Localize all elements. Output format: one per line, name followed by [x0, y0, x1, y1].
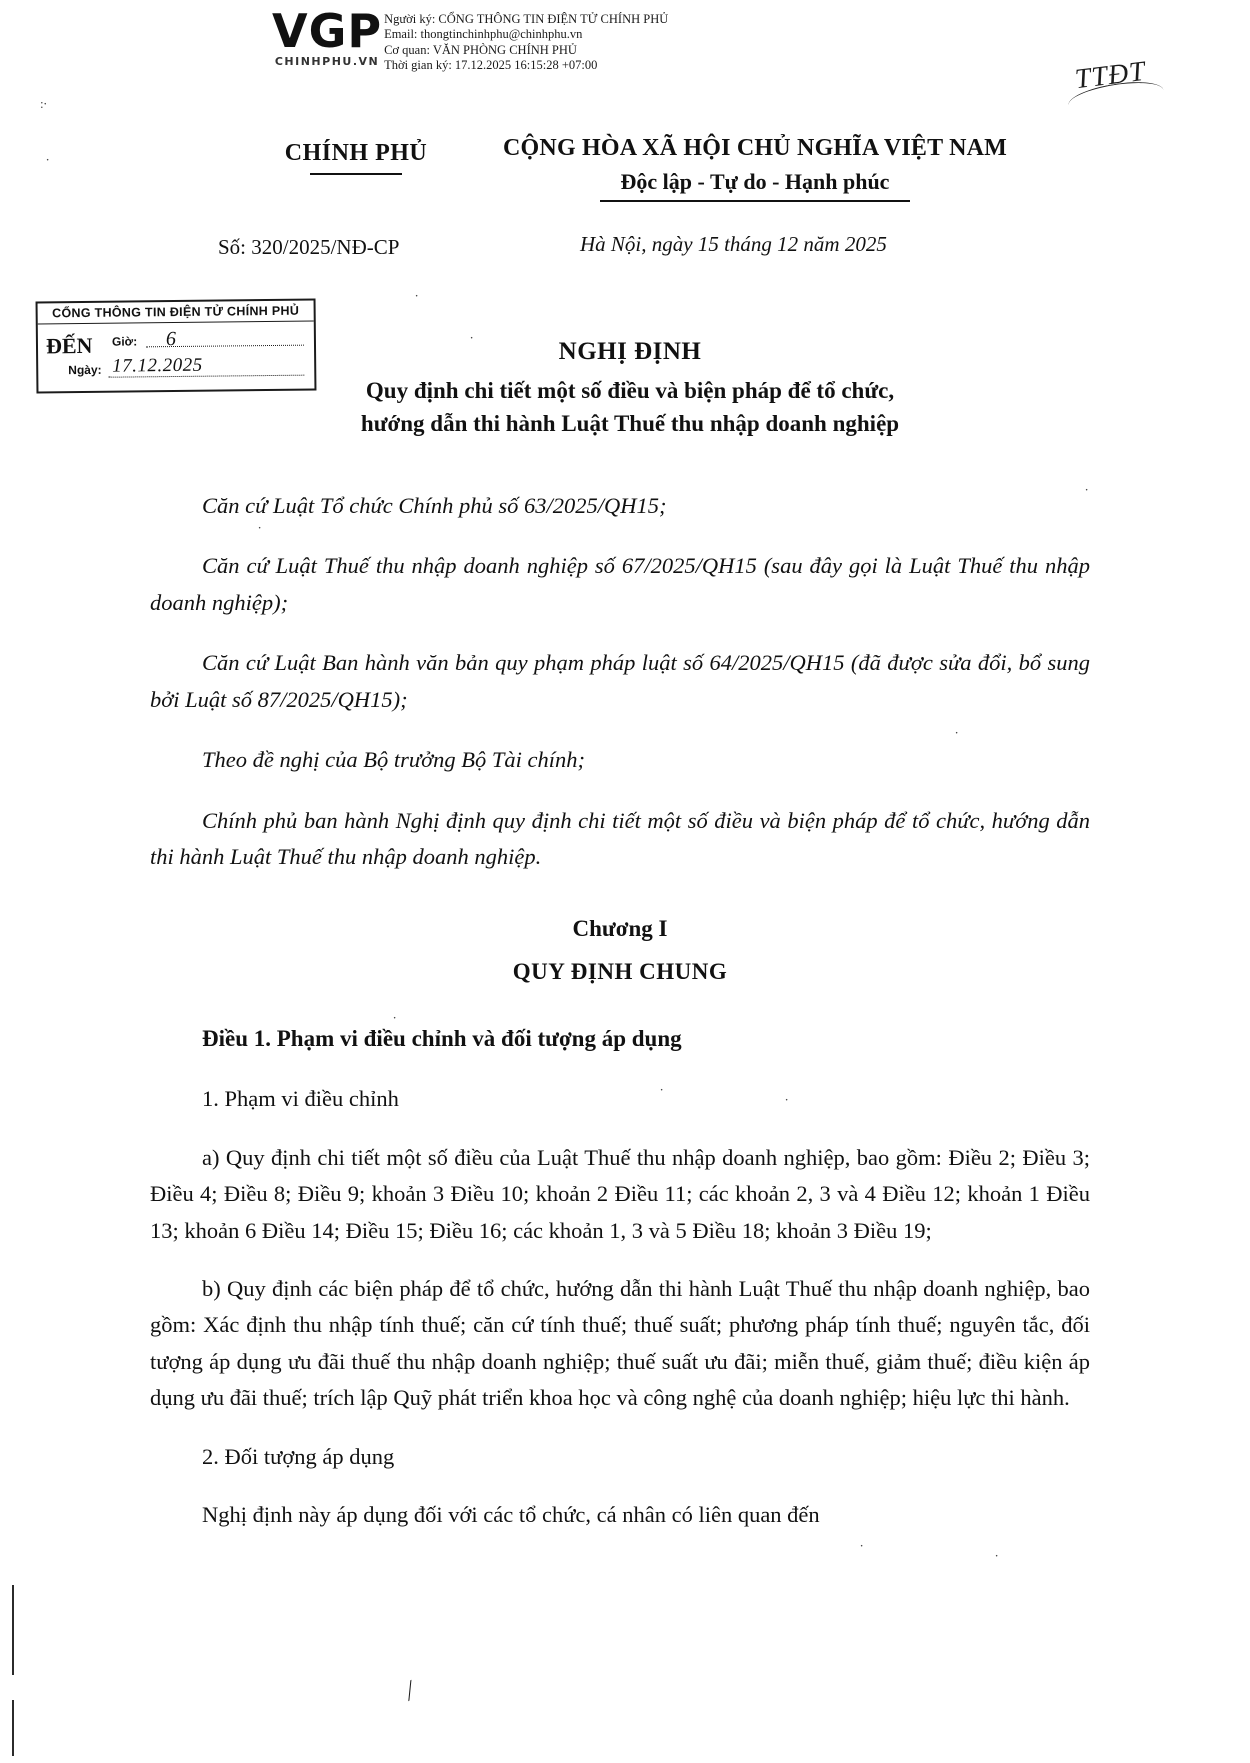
ink-speck: ∙: [46, 152, 50, 167]
stamp-ngay-label: Ngày:: [68, 362, 102, 378]
vgp-logo-letters: VGP: [272, 4, 383, 58]
signature-line-organization: Cơ quan: VĂN PHÒNG CHÍNH PHỦ: [384, 42, 577, 57]
handwritten-slash-mark: ∕: [400, 1676, 420, 1705]
article-paragraph: a) Quy định chi tiết một số điều của Luật Thuế thu nhập doanh nghiệp, bao gồm: Điều 2; Điều 3; Điều 4; Điều 8; Điều 9; khoản 3 Điều 10; khoản 2 Điều 11; các khoản 2, 3 và 4 Điều 12; khoản 1 Điều 13; khoản 6 Điều 14; Điều 15; Điều 16; các khoản 1, 3 và 5 Điều 18; khoản 3 Điều 19;: [150, 1144, 1090, 1243]
chapter-number: Chương I: [572, 915, 668, 941]
document-date: Hà Nội, ngày 15 tháng 12 năm 2025: [580, 232, 887, 256]
national-motto: Độc lập - Tự do - Hạnh phúc: [620, 169, 890, 194]
ink-speck: ∙: [785, 1092, 789, 1107]
header-agency-block: [236, 140, 476, 175]
ink-speck: ∙: [470, 330, 474, 345]
scan-edge-artifact: [12, 1585, 14, 1675]
ink-speck: ∙: [415, 288, 419, 303]
signature-line-email: Email: thongtinchinhphu@chinhphu.vn: [384, 27, 583, 42]
document-subtitle-line1: Quy định chi tiết một số điều và biện pháp để tổ chức,: [365, 378, 895, 403]
article-paragraph: 1. Phạm vi điều chỉnh: [202, 1086, 399, 1112]
ink-speck: ∙: [1085, 482, 1089, 497]
received-stamp: [36, 299, 317, 394]
preamble-paragraph: Căn cứ Luật Tổ chức Chính phủ số 63/2025/QH15;: [202, 493, 667, 518]
article-paragraph: 2. Đối tượng áp dụng: [202, 1443, 395, 1469]
ink-speck: ∙: [258, 520, 262, 535]
article-paragraph: Nghị định này áp dụng đối với các tổ chức, cá nhân có liên quan đến: [202, 1502, 820, 1528]
signature-details: [384, 8, 668, 73]
stamp-gio-value: 6: [165, 328, 177, 351]
document-body: [150, 488, 1090, 1556]
chapter-name: QUY ĐỊNH CHUNG: [512, 958, 728, 984]
preamble-paragraph: Theo đề nghị của Bộ trưởng Bộ Tài chính;: [202, 747, 585, 773]
vgp-logo: [272, 4, 383, 68]
ink-speck: ∙: [860, 1538, 864, 1553]
ink-speck: ∙: [660, 1082, 664, 1097]
article-paragraph: b) Quy định các biện pháp để tổ chức, hướng dẫn thi hành Luật Thuế thu nhập doanh nghiệp, bao gồm: Xác định thu nhập tính thuế; căn cứ tính thuế; thuế suất; phương pháp tính thuế; nguyên tắc, đối tượng áp dụng ưu đãi thuế thu nhập doanh nghiệp; thuế suất ưu đãi; miễn thuế, giảm thuế; điều kiện áp dụng ưu đãi thuế; trích lập Quỹ phát triển khoa học và công nghệ của doanh nghiệp; hiệu lực thi hành.: [150, 1276, 1090, 1411]
document-subtitle-line2: hướng dẫn thi hành Luật Thuế thu nhập doanh nghiệp: [360, 411, 900, 437]
document-title-block: [290, 338, 970, 441]
article-heading: Điều 1. Phạm vi điều chỉnh và đối tượng áp dụng: [202, 1026, 682, 1051]
digital-signature-block: [272, 4, 669, 73]
page-title: NGHỊ ĐỊNH: [558, 338, 702, 365]
stamp-den-label: ĐẾN: [45, 332, 93, 359]
preamble-paragraph: Căn cứ Luật Thuế thu nhập doanh nghiệp số 67/2025/QH15 (sau đây gọi là Luật Thuế thu nhập doanh nghiệp);: [150, 553, 1090, 615]
signature-line-signer: Người ký: CỔNG THÔNG TIN ĐIỆN TỬ CHÍNH PHỦ: [384, 12, 669, 26]
header-country-block: [490, 135, 1020, 202]
ink-speck: ∙: [995, 1548, 999, 1563]
handwritten-ttdt-mark: TTĐT: [1073, 55, 1148, 96]
agency-divider: [310, 173, 402, 175]
preamble-paragraph: Chính phủ ban hành Nghị định quy định chi tiết một số điều và biện pháp để tổ chức, hướng dẫn thi hành Luật Thuế thu nhập doanh nghiệp.: [150, 807, 1090, 870]
document-subtitle: [290, 374, 970, 441]
ink-speck: ∙: [393, 1010, 397, 1025]
stamp-ngay-value: 17.12.2025: [112, 354, 203, 377]
country-name: CỘNG HÒA XÃ HỘI CHỦ NGHĨA VIỆT NAM: [503, 135, 1007, 161]
scan-edge-artifact: [12, 1700, 14, 1756]
ink-speck: ∙: [955, 725, 959, 740]
agency-name: CHÍNH PHỦ: [284, 140, 428, 166]
document-number: Số: 320/2025/NĐ-CP: [218, 235, 400, 259]
stamp-gio-label: Giờ:: [111, 334, 138, 349]
vgp-logo-subtitle: CHINHPHU.VN: [274, 55, 380, 68]
motto-divider: [600, 200, 910, 202]
signature-line-time: Thời gian ký: 17.12.2025 16:15:28 +07:00: [384, 57, 598, 72]
ink-speck: :∙: [40, 96, 47, 111]
preamble-paragraph: Căn cứ Luật Ban hành văn bản quy phạm pháp luật số 64/2025/QH15 (đã được sửa đổi, bổ sung bởi Luật số 87/2025/QH15);: [150, 650, 1090, 712]
stamp-title: CỔNG THÔNG TIN ĐIỆN TỬ CHÍNH PHỦ: [38, 304, 314, 325]
